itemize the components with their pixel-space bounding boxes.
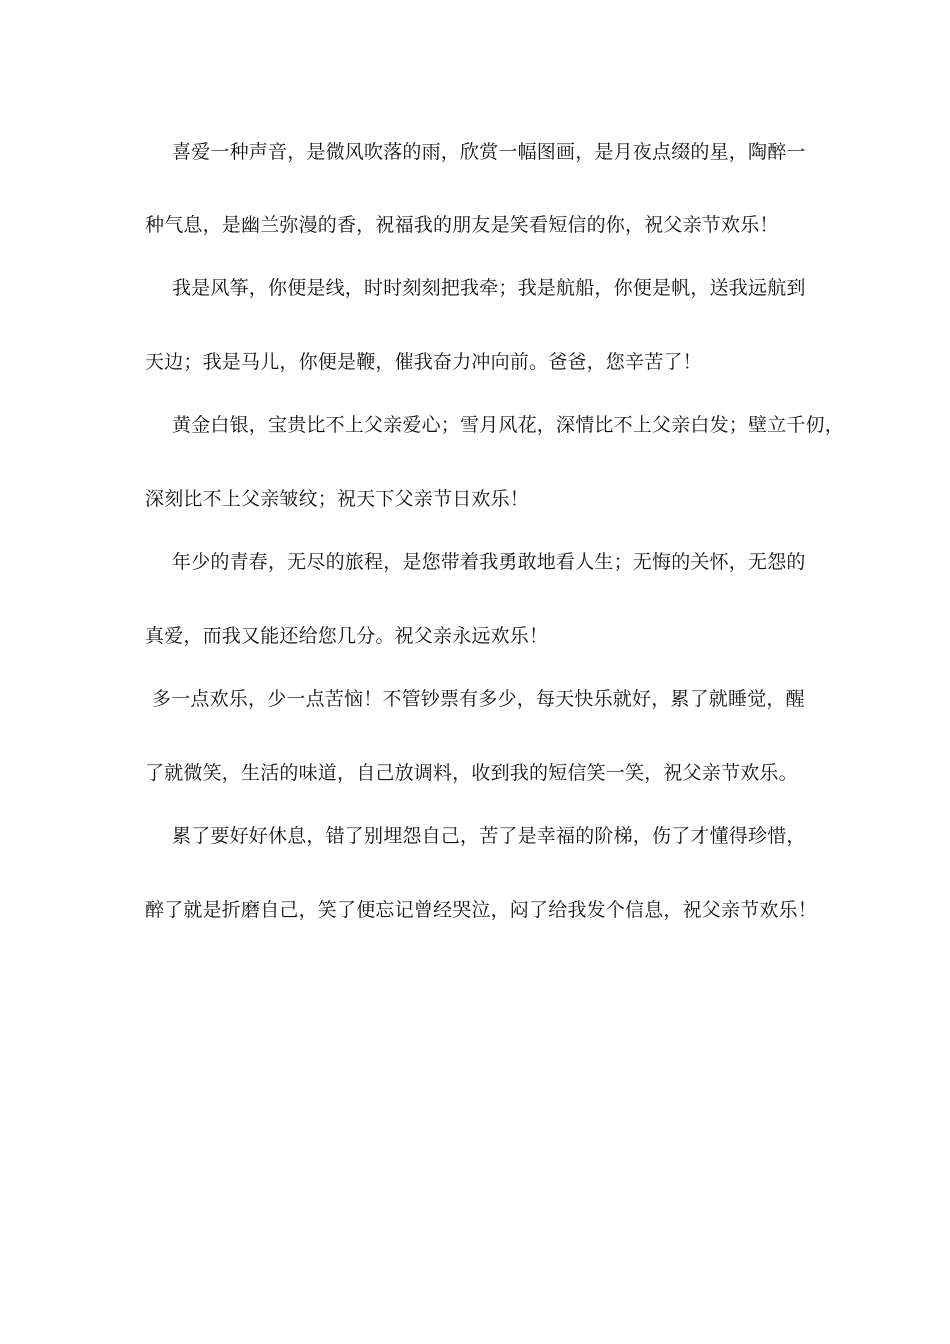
paragraph-1-line-2: 种气息，是幽兰弥漫的香，祝福我的朋友是笑看短信的你，祝父亲节欢乐！ [145, 214, 779, 236]
paragraph-2-line-1: 我是风筝，你便是线，时时刻刻把我牵；我是航船，你便是帆，送我远航到 [172, 277, 806, 299]
paragraph-2-line-2: 天边；我是马儿，你便是鞭，催我奋力冲向前。爸爸，您辛苦了！ [145, 351, 702, 373]
paragraph-4-line-1: 年少的青春，无尽的旅程，是您带着我勇敢地看人生；无悔的关怀，无怨的 [172, 551, 806, 573]
paragraph-4-line-2: 真爱，而我又能还给您几分。祝父亲永远欢乐！ [145, 625, 549, 647]
paragraph-5-line-2: 了就微笑，生活的味道，自己放调料，收到我的短信笑一笑，祝父亲节欢乐。 [145, 762, 798, 784]
paragraph-1-line-1: 喜爱一种声音，是微风吹落的雨，欣赏一幅图画，是月夜点缀的星，陶醉一 [172, 141, 806, 163]
paragraph-5-line-1: 多一点欢乐，少一点苦恼！不管钞票有多少，每天快乐就好，累了就睡觉，醒 [152, 688, 805, 710]
paragraph-6-line-2: 醉了就是折磨自己，笑了便忘记曾经哭泣，闷了给我发个信息，祝父亲节欢乐！ [145, 899, 818, 921]
paragraph-6-line-1: 累了要好好休息，错了别埋怨自己，苦了是幸福的阶梯，伤了才懂得珍惜， [172, 825, 806, 847]
paragraph-3-line-2: 深刻比不上父亲皱纹；祝天下父亲节日欢乐！ [145, 488, 530, 510]
paragraph-3-line-1: 黄金白银，宝贵比不上父亲爱心；雪月风花，深情比不上父亲白发；壁立千仞， [172, 414, 845, 436]
